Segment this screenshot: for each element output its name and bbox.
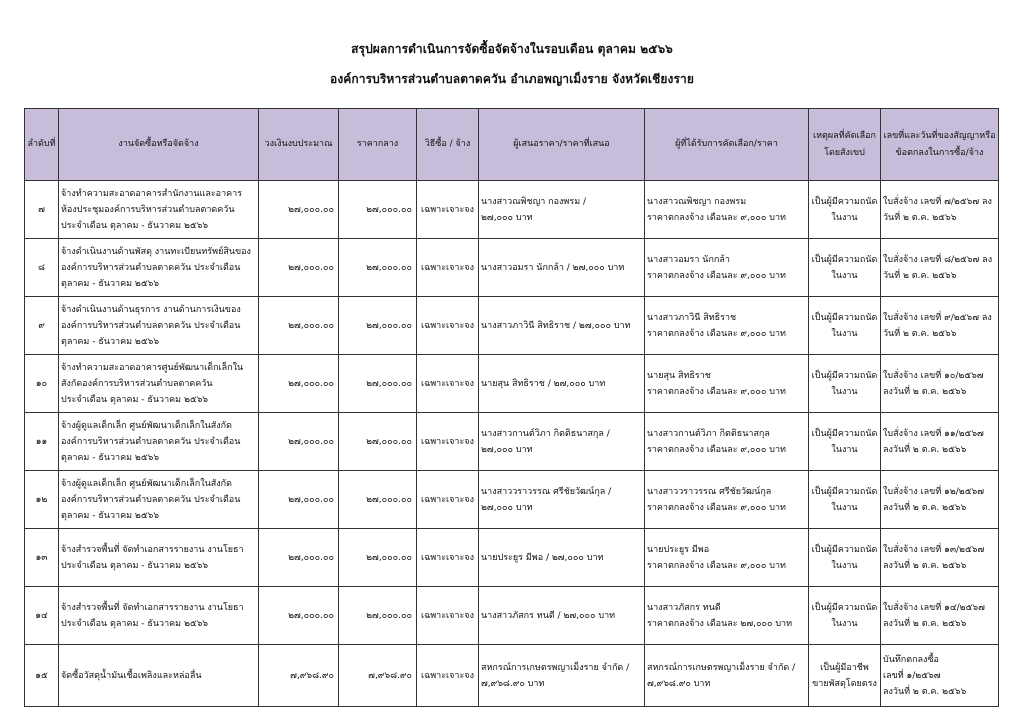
median-price: ๗,๙๖๘.๙๐ [339, 645, 417, 707]
selected-vendor-line: ราคาตกลงจ้าง เดือนละ ๙,๐๐๐ บาท [647, 270, 786, 281]
selected-vendor-line: นางสาววราวรรณ ศรีชัยวัฒน์กุล [647, 486, 772, 497]
bidder-info-line: นางสาวณพิชญา กองพรม / [481, 196, 587, 207]
contract-info-line: ใบสั่งจ้าง เลขที่ ๑๑/๒๕๖๗ [883, 428, 984, 439]
bidder-info-line: นางสาวอมรา นักกล้า / ๒๗,๐๐๐ บาท [481, 262, 625, 273]
selection-reason [809, 355, 881, 413]
bidder-info [479, 413, 645, 471]
selection-reason [809, 645, 881, 707]
col-header-median-price: ราคากลาง [339, 109, 417, 181]
selected-vendor-line: นายประยูร มีพอ [647, 544, 710, 555]
selection-reason-line: เป็นผู้มีความถนัด [811, 428, 878, 439]
median-price: ๒๗,๐๐๐.๐๐ [339, 587, 417, 645]
work-description [59, 471, 259, 529]
contract-info-line: วันที่ ๒ ต.ค. ๒๕๖๖ [883, 270, 957, 281]
selected-vendor-line: ราคาตกลงจ้าง เดือนละ ๙,๐๐๐ บาท [647, 444, 786, 455]
selected-vendor [645, 471, 809, 529]
bidder-info [479, 645, 645, 707]
selection-reason-line: เป็นผู้มีความถนัด [811, 312, 878, 323]
selected-vendor-line: นางสาวภัสกร ทนดี [647, 602, 721, 613]
selected-vendor-line: ราคาตกลงจ้าง เดือนละ ๙,๐๐๐ บาท [647, 212, 786, 223]
selection-reason-line: เป็นผู้มีความถนัด [811, 602, 878, 613]
row-number: ๑๑ [25, 413, 59, 471]
contract-info [881, 181, 999, 239]
row-number: ๗ [25, 181, 59, 239]
contract-info [881, 239, 999, 297]
selected-vendor [645, 413, 809, 471]
bidder-info-line: ๒๗,๐๐๐ บาท [481, 444, 533, 455]
selection-reason-line: เป็นผู้มีความถนัด [811, 254, 878, 265]
budget-amount: ๒๗,๐๐๐.๐๐ [259, 529, 339, 587]
work-description-line: ประจำเดือน ตุลาคม - ธันวาคม ๒๕๖๖ [61, 618, 209, 629]
work-description-line: จ้างผู้ดูแลเด็กเล็ก ศูนย์พัฒนาเด็กเล็กในสังกัด [61, 420, 232, 431]
selected-vendor [645, 239, 809, 297]
work-description-line: องค์การบริหารส่วนตำบลตาดควัน ประจำเดือน [61, 262, 241, 273]
contract-info [881, 413, 999, 471]
selection-reason-line: ในงาน [831, 386, 858, 397]
median-price: ๒๗,๐๐๐.๐๐ [339, 471, 417, 529]
selected-vendor-line: ราคาตกลงจ้าง เดือนละ ๙,๐๐๐ บาท [647, 560, 786, 571]
work-description-line: องค์การบริหารส่วนตำบลตาดควัน ประจำเดือน [61, 436, 241, 447]
table-row [25, 181, 999, 239]
row-number: ๑๓ [25, 529, 59, 587]
col-header-contract: เลขที่และวันที่ของสัญญาหรือข้อตกลงในการซื้อ/จ้าง [881, 109, 999, 181]
selected-vendor [645, 297, 809, 355]
contract-info [881, 471, 999, 529]
table-row [25, 297, 999, 355]
budget-amount: ๒๗,๐๐๐.๐๐ [259, 239, 339, 297]
budget-amount: ๗,๙๖๘.๙๐ [259, 645, 339, 707]
budget-amount: ๒๗,๐๐๐.๐๐ [259, 297, 339, 355]
median-price: ๒๗,๐๐๐.๐๐ [339, 181, 417, 239]
work-description-line: ตุลาคม - ธันวาคม ๒๕๖๖ [61, 452, 160, 463]
table-row [25, 471, 999, 529]
median-price: ๒๗,๐๐๐.๐๐ [339, 297, 417, 355]
bidder-info [479, 587, 645, 645]
selection-reason-line: เป็นผู้มีความถนัด [811, 486, 878, 497]
work-description-line: จ้างสำรวจพื้นที่ จัดทำเอกสารรายงาน งานโยธา [61, 544, 244, 555]
selection-reason [809, 529, 881, 587]
work-description-line: สังกัดองค์การบริหารส่วนตำบลตาดควัน [61, 378, 213, 389]
col-header-work: งานจัดซื้อหรือจัดจ้าง [59, 109, 259, 181]
selected-vendor-line: ราคาตกลงจ้าง เดือนละ ๒๗,๐๐๐ บาท [647, 618, 793, 629]
col-header-budget: วงเงินงบประมาณ [259, 109, 339, 181]
bidder-info [479, 297, 645, 355]
selected-vendor [645, 645, 809, 707]
budget-amount: ๒๗,๐๐๐.๐๐ [259, 355, 339, 413]
contract-info [881, 297, 999, 355]
work-description-line: จัดซื้อวัสดุน้ำมันเชื้อเพลิงและหล่อลื่น [61, 670, 202, 681]
table-header-row [25, 109, 999, 181]
selected-vendor-line: ราคาตกลงจ้าง เดือนละ ๙,๐๐๐ บาท [647, 502, 786, 513]
col-header-reason: เหตุผลที่คัดเลือกโดยสังเขป [809, 109, 881, 181]
contract-info-line: ใบสั่งจ้าง เลขที่ ๘/๒๕๖๗ ลง [883, 254, 993, 265]
bidder-info-line: ๒๗,๐๐๐ บาท [481, 502, 533, 513]
bidder-info-line: นางสาวภัสกร ทนดี / ๒๗,๐๐๐ บาท [481, 610, 616, 621]
selection-reason-line: ขายพัสดุโดยตรง [812, 678, 877, 689]
budget-amount: ๒๗,๐๐๐.๐๐ [259, 413, 339, 471]
selected-vendor-line: ราคาตกลงจ้าง เดือนละ ๙,๐๐๐ บาท [647, 328, 786, 339]
row-number: ๙ [25, 297, 59, 355]
selection-reason-line: ในงาน [831, 560, 858, 571]
bidder-info [479, 239, 645, 297]
bidder-info-line: นายสุน สิทธิราช / ๒๗,๐๐๐ บาท [481, 378, 606, 389]
selected-vendor-line: นางสาวอมรา นักกล้า [647, 254, 730, 265]
bidder-info-line: สหกรณ์การเกษตรพญาเม็งราย จำกัด / [481, 662, 630, 673]
procurement-method: เฉพาะเจาะจง [417, 355, 479, 413]
procurement-method: เฉพาะเจาะจง [417, 529, 479, 587]
selected-vendor [645, 181, 809, 239]
work-description-line: จ้างดำเนินงานด้านธุรการ งานด้านการเงินของ [61, 304, 241, 315]
budget-amount: ๒๗,๐๐๐.๐๐ [259, 471, 339, 529]
selection-reason-line: ในงาน [831, 618, 858, 629]
selection-reason-line: ในงาน [831, 328, 858, 339]
row-number: ๘ [25, 239, 59, 297]
table-row [25, 239, 999, 297]
contract-info-line: ใบสั่งจ้าง เลขที่ ๑๒/๒๕๖๗ [883, 486, 985, 497]
work-description-line: องค์การบริหารส่วนตำบลตาดควัน ประจำเดือน [61, 494, 241, 505]
bidder-info [479, 471, 645, 529]
selected-vendor [645, 587, 809, 645]
work-description-line: จ้างทำความสะอาดอาคารศูนย์พัฒนาเด็กเล็กใน [61, 362, 244, 373]
selected-vendor-line: ราคาตกลงจ้าง เดือนละ ๙,๐๐๐ บาท [647, 386, 786, 397]
selection-reason-line: เป็นผู้มีความถนัด [811, 544, 878, 555]
budget-amount: ๒๗,๐๐๐.๐๐ [259, 587, 339, 645]
selected-vendor-line: ๗,๙๖๘.๙๐ บาท [647, 678, 711, 689]
work-description-line: จ้างดำเนินงานด้านพัสดุ งานทะเบียนทรัพย์สินของ [61, 246, 251, 257]
bidder-info-line: นางสาวภาวินี สิทธิราช / ๒๗,๐๐๐ บาท [481, 320, 631, 331]
bidder-info-line: นางสาววราวรรณ ศรีชัยวัฒน์กุล / [481, 486, 612, 497]
budget-amount: ๒๗,๐๐๐.๐๐ [259, 181, 339, 239]
selected-vendor-line: นางสาวภาวินี สิทธิราช [647, 312, 737, 323]
row-number: ๑๐ [25, 355, 59, 413]
selection-reason-line: ในงาน [831, 212, 858, 223]
contract-info-line: ใบสั่งจ้าง เลขที่ ๑๐/๒๕๖๗ [883, 370, 984, 381]
contract-info-line: ใบสั่งจ้าง เลขที่ ๑๔/๒๕๖๗ [883, 602, 985, 613]
median-price: ๒๗,๐๐๐.๐๐ [339, 355, 417, 413]
contract-info-line: ลงวันที่ ๒ ต.ค. ๒๕๖๖ [883, 386, 967, 397]
contract-info-line: บันทึกตกลงซื้อ [883, 654, 939, 665]
contract-info [881, 645, 999, 707]
work-description-line: จ้างทำความสะอาดอาคารสำนักงานและอาคาร [61, 188, 243, 199]
work-description-line: ประจำเดือน ตุลาคม - ธันวาคม ๒๕๖๖ [61, 220, 209, 231]
contract-info-line: ลงวันที่ ๒ ต.ค. ๒๕๖๖ [883, 502, 967, 513]
contract-info-line: เลขที่ ๑/๒๕๖๗ [883, 670, 941, 681]
table-row [25, 587, 999, 645]
procurement-method: เฉพาะเจาะจง [417, 297, 479, 355]
row-number: ๑๔ [25, 587, 59, 645]
work-description [59, 239, 259, 297]
work-description [59, 413, 259, 471]
contract-info [881, 355, 999, 413]
median-price: ๒๗,๐๐๐.๐๐ [339, 413, 417, 471]
selection-reason-line: เป็นผู้มีอาชีพ [820, 662, 869, 673]
selection-reason [809, 471, 881, 529]
procurement-method: เฉพาะเจาะจง [417, 471, 479, 529]
contract-info-line: วันที่ ๒ ต.ค. ๒๕๖๖ [883, 328, 957, 339]
work-description-line: จ้างสำรวจพื้นที่ จัดทำเอกสารรายงาน งานโยธา [61, 602, 244, 613]
table-row [25, 355, 999, 413]
selected-vendor [645, 529, 809, 587]
selection-reason-line: ในงาน [831, 444, 858, 455]
work-description-line: ตุลาคม - ธันวาคม ๒๕๖๖ [61, 336, 160, 347]
selected-vendor-line: นายสุน สิทธิราช [647, 370, 711, 381]
work-description-line: ประจำเดือน ตุลาคม - ธันวาคม ๒๕๖๖ [61, 560, 209, 571]
selection-reason [809, 297, 881, 355]
table-row [25, 413, 999, 471]
work-description [59, 529, 259, 587]
row-number: ๑๒ [25, 471, 59, 529]
work-description [59, 297, 259, 355]
contract-info-line: ใบสั่งจ้าง เลขที่ ๗/๒๕๖๗ ลง [883, 196, 992, 207]
work-description [59, 355, 259, 413]
work-description [59, 587, 259, 645]
bidder-info [479, 529, 645, 587]
median-price: ๒๗,๐๐๐.๐๐ [339, 529, 417, 587]
selected-vendor-line: นางสาวกานต์วิภา กิตติธนาสกุล [647, 428, 770, 439]
col-header-selected: ผู้ที่ได้รับการคัดเลือก/ราคา [645, 109, 809, 181]
selection-reason [809, 587, 881, 645]
table-row [25, 645, 999, 707]
col-header-method: วิธีซื้อ / จ้าง [417, 109, 479, 181]
contract-info [881, 587, 999, 645]
selection-reason-line: ในงาน [831, 502, 858, 513]
selected-vendor-line: นางสาวณพิชญา กองพรม [647, 196, 747, 207]
procurement-method: เฉพาะเจาะจง [417, 645, 479, 707]
work-description-line: ประจำเดือน ตุลาคม - ธันวาคม ๒๕๖๖ [61, 394, 209, 405]
organization-title: องค์การบริหารส่วนตำบลตาดควัน อำเภอพญาเม็งราย จังหวัดเชียงราย [330, 72, 694, 86]
col-header-bidder: ผู้เสนอราคา/ราคาที่เสนอ [479, 109, 645, 181]
bidder-info [479, 355, 645, 413]
contract-info-line: ลงวันที่ ๒ ต.ค. ๒๕๖๖ [883, 618, 967, 629]
median-price: ๒๗,๐๐๐.๐๐ [339, 239, 417, 297]
selection-reason-line: ในงาน [831, 270, 858, 281]
contract-info-line: ใบสั่งจ้าง เลขที่ ๙/๒๕๖๗ ลง [883, 312, 992, 323]
col-header-no: ลำดับที่ [25, 109, 59, 181]
procurement-table [24, 108, 999, 707]
procurement-method: เฉพาะเจาะจง [417, 239, 479, 297]
work-description-line: จ้างผู้ดูแลเด็กเล็ก ศูนย์พัฒนาเด็กเล็กในสังกัด [61, 478, 232, 489]
bidder-info-line: นางสาวกานต์วิภา กิตติธนาสกุล / [481, 428, 610, 439]
contract-info-line: ลงวันที่ ๒ ต.ค. ๒๕๖๖ [883, 686, 967, 697]
bidder-info-line: ๒๗,๐๐๐ บาท [481, 212, 533, 223]
work-description-line: ตุลาคม - ธันวาคม ๒๕๖๖ [61, 510, 160, 521]
contract-info-line: วันที่ ๒ ต.ค. ๒๕๖๖ [883, 212, 957, 223]
contract-info-line: ลงวันที่ ๒ ต.ค. ๒๕๖๖ [883, 560, 967, 571]
contract-info-line: ใบสั่งจ้าง เลขที่ ๑๓/๒๕๖๗ [883, 544, 985, 555]
contract-info-line: ลงวันที่ ๒ ต.ค. ๒๕๖๖ [883, 444, 967, 455]
selection-reason-line: เป็นผู้มีความถนัด [811, 196, 878, 207]
bidder-info-line: ๗,๙๖๘.๙๐ บาท [481, 678, 545, 689]
selection-reason [809, 413, 881, 471]
bidder-info-line: นายประยูร มีพอ / ๒๗,๐๐๐ บาท [481, 552, 604, 563]
contract-info [881, 529, 999, 587]
table-body [25, 181, 999, 707]
work-description [59, 181, 259, 239]
row-number: ๑๕ [25, 645, 59, 707]
work-description-line: ตุลาคม - ธันวาคม ๒๕๖๖ [61, 278, 160, 289]
selected-vendor [645, 355, 809, 413]
procurement-method: เฉพาะเจาะจง [417, 587, 479, 645]
selection-reason-line: เป็นผู้มีความถนัด [811, 370, 878, 381]
selection-reason [809, 239, 881, 297]
procurement-method: เฉพาะเจาะจง [417, 413, 479, 471]
procurement-method: เฉพาะเจาะจง [417, 181, 479, 239]
report-title: สรุปผลการดำเนินการจัดซื้อจัดจ้างในรอบเดือน ตุลาคม ๒๕๖๖ [351, 42, 673, 56]
bidder-info [479, 181, 645, 239]
table-row [25, 529, 999, 587]
selection-reason [809, 181, 881, 239]
work-description-line: ห้องประชุมองค์การบริหารส่วนตำบลตาดควัน [61, 204, 235, 215]
selected-vendor-line: สหกรณ์การเกษตรพญาเม็งราย จำกัด / [647, 662, 796, 673]
work-description-line: องค์การบริหารส่วนตำบลตาดควัน ประจำเดือน [61, 320, 241, 331]
work-description [59, 645, 259, 707]
